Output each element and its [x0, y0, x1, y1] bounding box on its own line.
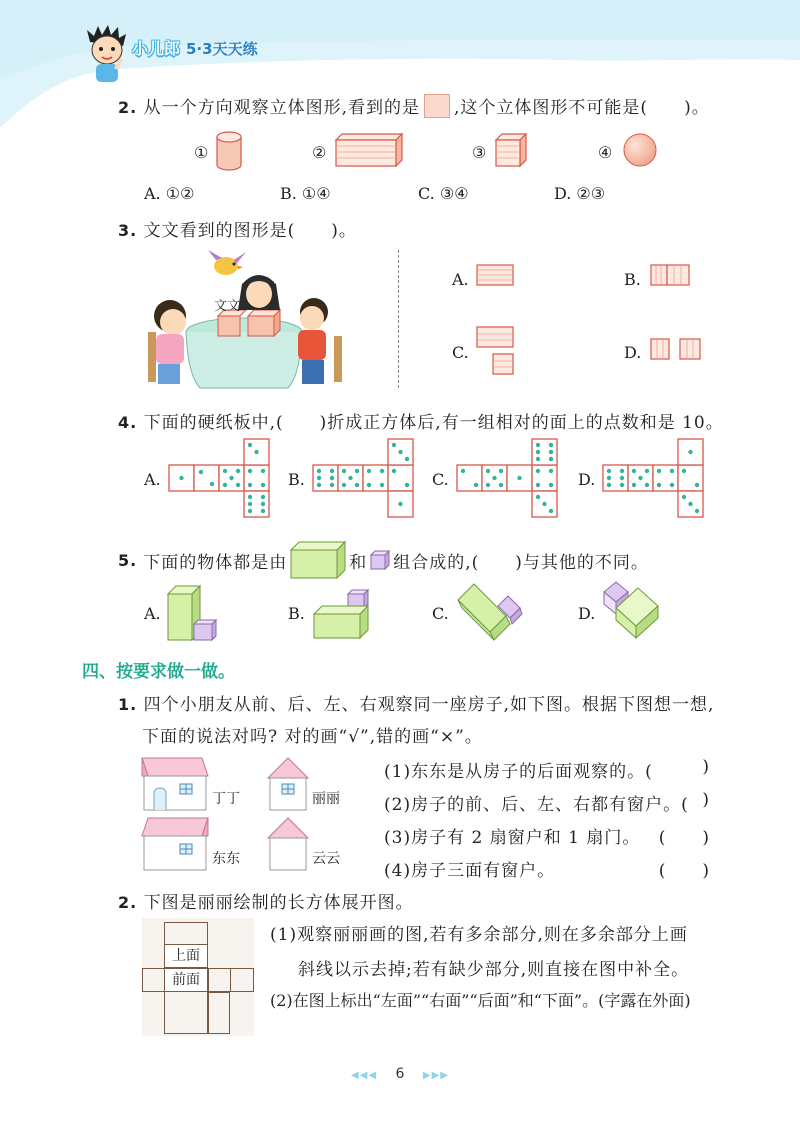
q5-option-c-label: C.: [432, 604, 449, 623]
q4-net-a[interactable]: [168, 438, 276, 520]
q2-label-3: ③: [472, 143, 487, 162]
answer-slot-3[interactable]: ( ): [658, 828, 710, 848]
q4-option-c-label: C.: [432, 470, 449, 489]
sphere-icon: [622, 132, 658, 168]
q5-option-a-label: A.: [144, 604, 161, 623]
cuboid-long-icon: [334, 132, 404, 168]
q3-option-b-figure[interactable]: [650, 264, 692, 288]
q3-scene-illustration: [138, 246, 358, 396]
cube-icon: [494, 132, 528, 168]
q3-option-c-label: C.: [452, 343, 469, 362]
s4-q2-stem: 2. 下图是丽丽绘制的长方体展开图。: [118, 893, 414, 913]
answer-slot-2[interactable]: ): [702, 790, 710, 810]
q3-option-d-figure[interactable]: [650, 338, 702, 362]
net-face-top[interactable]: 上面: [164, 944, 208, 968]
answer-slot-4[interactable]: ( ): [658, 861, 710, 881]
s4-q2-item1: (1)观察丽丽画的图,若有多余部分,则在多余部分上画: [270, 925, 688, 945]
page-number: 6: [395, 1066, 405, 1082]
q4-stem: 4. 下面的硬纸板中,( )折成正方体后,有一组相对的面上的点数和是 10。: [118, 413, 724, 433]
q2-choice-b: B. ①④: [280, 184, 331, 203]
green-cuboid-icon: [289, 540, 347, 580]
house-back-icon: [140, 816, 210, 872]
q3-option-a-figure[interactable]: [476, 264, 516, 288]
q4-net-c[interactable]: [456, 438, 564, 520]
q2-choice-a: A. ①②: [144, 184, 195, 203]
q2-view-square: [424, 94, 450, 118]
bird-icon: [208, 250, 246, 275]
q2-choice-c: C. ③④: [418, 184, 469, 203]
brand-logo: 小儿郎: [132, 39, 181, 58]
q5-option-d-label: D.: [578, 604, 596, 623]
q5-object-a[interactable]: [166, 580, 220, 642]
s4-q1-line2: 下面的说法对吗? 对的画“√”,错的画“×”。: [142, 727, 483, 747]
q3-option-d-label: D.: [624, 343, 642, 362]
house-side-plain-icon: [266, 816, 310, 872]
name-yunyun: 云云: [312, 851, 340, 867]
series-title: 5·3天天练: [186, 40, 258, 58]
q4-option-a-label: A.: [144, 470, 161, 489]
q2-choice-d: D. ②③: [554, 184, 606, 203]
house-side-window-icon: [266, 756, 310, 812]
net-divider-2: [230, 968, 231, 992]
statement-4: (4)房子三面有窗户。 ( ): [384, 856, 710, 881]
s4-q2-item2: (2)在图上标出“左面”“右面”“后面”和“下面”。(字露在外面): [270, 991, 691, 1010]
q3-divider: [398, 250, 399, 388]
q3-option-a-label: A.: [452, 270, 469, 289]
purple-cube-icon: [369, 549, 391, 571]
q4-net-b[interactable]: [312, 438, 420, 520]
name-lili: 丽丽: [312, 791, 340, 807]
statement-1: (1)东东是从房子的后面观察的。( ): [384, 757, 710, 782]
q4-net-d[interactable]: [602, 438, 710, 520]
q3-option-b-label: B.: [624, 270, 641, 289]
s4-q1-line1: 1. 四个小朋友从前、后、左、右观察同一座房子,如下图。根据下图想一想,: [118, 695, 715, 715]
mascot-boy-icon: [84, 24, 130, 86]
q4-option-d-label: D.: [578, 470, 596, 489]
q3-option-c-figure[interactable]: [476, 326, 516, 376]
house-front-icon: [140, 756, 210, 812]
wenwen-caption: 文文: [214, 299, 241, 314]
q5-object-c[interactable]: [454, 580, 526, 642]
q3-stem: 3. 文文看到的图形是( )。: [118, 221, 357, 241]
q5-option-b-label: B.: [288, 604, 305, 623]
q2-label-1: ①: [194, 143, 209, 162]
name-dongdong: 东东: [212, 851, 240, 867]
answer-slot-1[interactable]: ): [702, 757, 710, 777]
statement-3: (3)房子有 2 扇窗户和 1 扇门。 ( ): [384, 823, 710, 848]
net-divider: [208, 968, 209, 992]
next-arrows-icon: ▶▶▶: [422, 1070, 449, 1081]
q5-stem: 5. 下面的物体都是由 和 组合成的,( )与其他的不同。: [118, 540, 649, 580]
prev-arrows-icon: ◀◀◀: [351, 1070, 378, 1081]
net-face-extra[interactable]: [208, 992, 230, 1034]
cylinder-icon: [214, 130, 244, 172]
q5-object-d[interactable]: [600, 578, 662, 642]
section-4-title: 四、按要求做一做。: [82, 662, 235, 682]
page-footer: [340, 1066, 460, 1082]
q5-object-b[interactable]: [312, 580, 370, 640]
name-dingding: 丁丁: [212, 791, 240, 807]
q4-option-b-label: B.: [288, 470, 305, 489]
q2-stem: 2. 从一个方向观察立体图形,看到的是 ,这个立体图形不可能是( )。: [118, 93, 710, 118]
s4-q2-item1-cont: 斜线以示去掉;若有缺少部分,则直接在图中补全。: [298, 960, 690, 980]
q2-label-2: ②: [312, 143, 327, 162]
net-face-front[interactable]: 前面: [164, 968, 208, 992]
statement-2: (2)房子的前、后、左、右都有窗户。( ): [384, 790, 710, 815]
q2-label-4: ④: [598, 143, 613, 162]
